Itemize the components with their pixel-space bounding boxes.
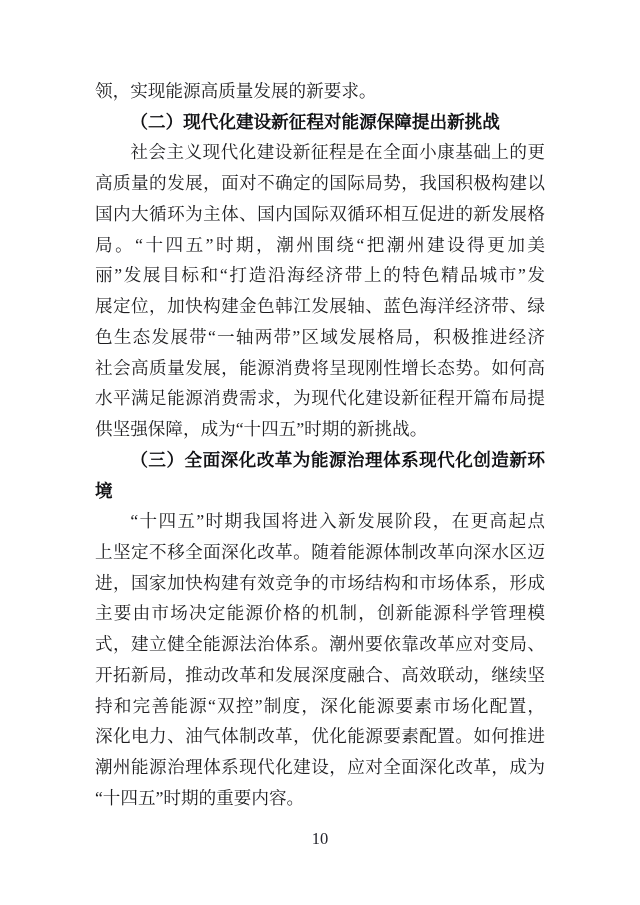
text-line: 开拓新局，推动改革和发展深度融合、高效联动，继续坚 [95, 664, 545, 685]
section-heading [95, 107, 545, 138]
text-line: 丽”发展目标和“打造沿海经济带上的特色精品城市”发 [95, 265, 545, 286]
text-line: 社会高质量发展，能源消费将呈现刚性增长态势。如何高 [95, 357, 545, 378]
text-line: 深化电力、油气体制改革，优化能源要素配置。如何推进 [95, 726, 545, 747]
text-line: （二）现代化建设新征程对能源保障提出新挑战 [130, 111, 500, 132]
text-line: 色生态发展带“一轴两带”区域发展格局，积极推进经济 [95, 326, 545, 347]
text-line: 国内大循环为主体、国内国际双循环相互促进的新发展格 [95, 203, 545, 224]
text-line: 高质量的发展，面对不确定的国际局势，我国积极构建以 [95, 173, 545, 194]
text-line: （三）全面深化改革为能源治理体系现代化创造新环 [130, 449, 545, 470]
text-line: 式，建立健全能源法治体系。潮州要依靠改革应对变局、 [95, 634, 545, 655]
text-line: “十四五”时期我国将进入新发展阶段，在更高起点 [130, 511, 545, 532]
paragraph [95, 506, 545, 813]
text-line: 主要由市场决定能源价格的机制，创新能源科学管理模 [95, 603, 545, 624]
text-line: 供坚强保障，成为“十四五”时期的新挑战。 [95, 419, 428, 440]
text-line: 领，实现能源高质量发展的新要求。 [95, 81, 377, 101]
paragraph [95, 137, 545, 444]
text-line: 境 [95, 480, 113, 501]
text-line: 社会主义现代化建设新征程是在全面小康基础上的更 [130, 142, 545, 163]
section-heading [95, 445, 545, 506]
text-line: “十四五”时期的重要内容。 [95, 787, 305, 808]
text-line: 持和完善能源“双控”制度，深化能源要素市场化配置， [95, 695, 545, 716]
text-line: 上坚定不移全面深化改革。随着能源体制改革向深水区迈 [95, 542, 545, 563]
page-body [95, 76, 545, 814]
text-line: 潮州能源治理体系现代化建设，应对全面深化改革，成为 [95, 757, 545, 778]
text-line: 水平满足能源消费需求，为现代化建设新征程开篇布局提 [95, 388, 545, 409]
text-line: 进，国家加快构建有效竞争的市场结构和市场体系，形成 [95, 572, 545, 593]
text-line: 展定位，加快构建金色韩江发展轴、蓝色海洋经济带、绿 [95, 296, 545, 317]
text-line: 局。“十四五”时期，潮州围绕“把潮州建设得更加美 [95, 234, 545, 255]
paragraph [95, 76, 545, 107]
page-number: 10 [311, 829, 329, 848]
